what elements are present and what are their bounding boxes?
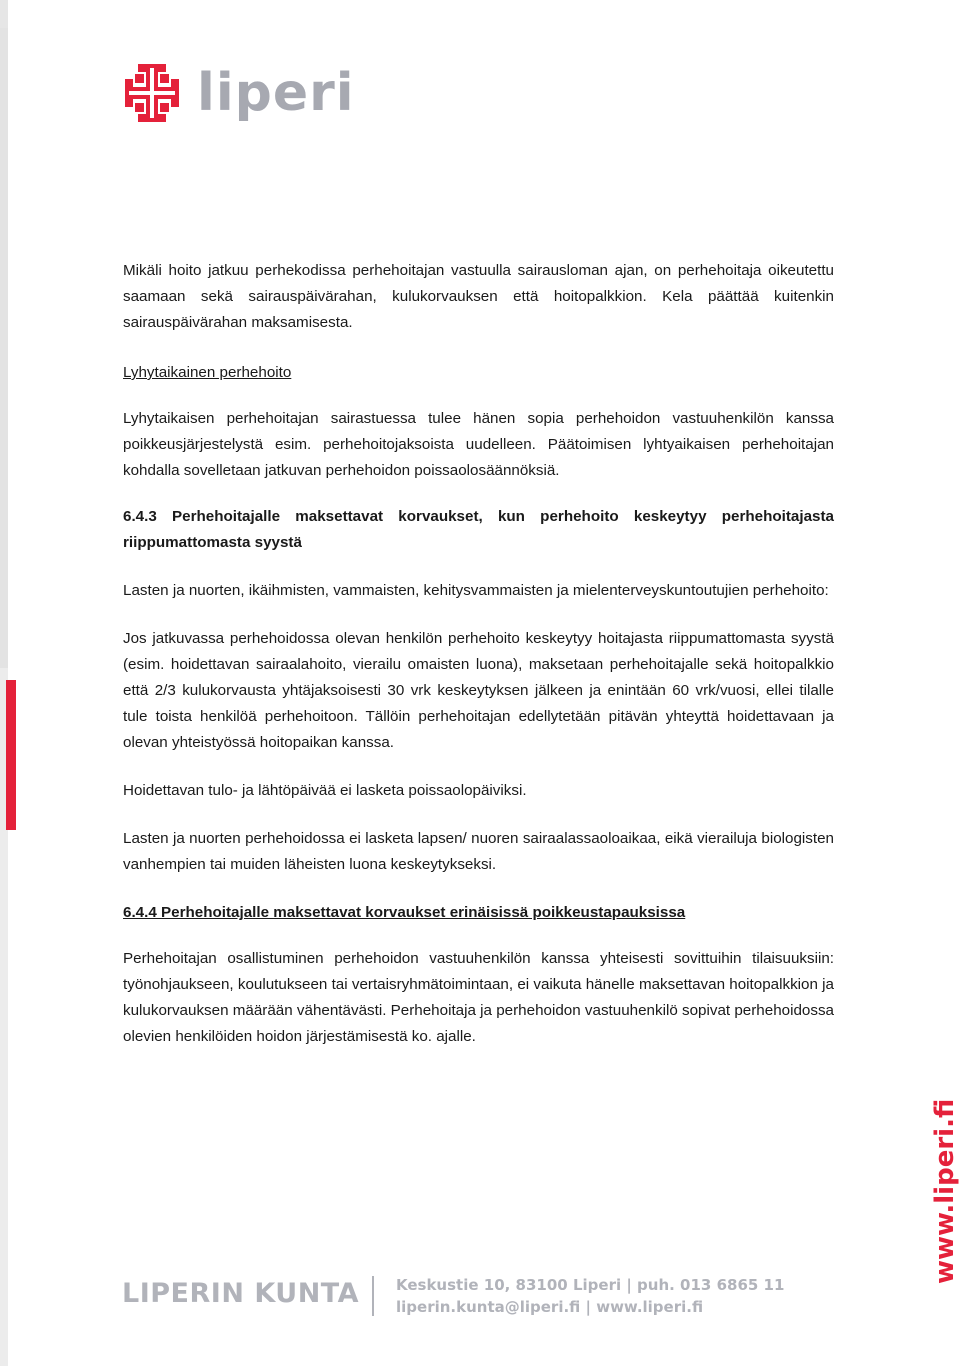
vertical-website-text: www.liperi.fi bbox=[930, 1098, 960, 1284]
top-margin-white bbox=[8, 0, 870, 28]
paragraph-exceptional-cases: Perhehoitajan osallistuminen perhehoidon vastuuhenkilön kanssa yhteisesti sovittuihin tilaisuuksiin: työnohjaukseen, koulutukseen tai vertaisryhmätoimintaan, ei vaikuta hänelle maksettavan hoitopalkkion ja kulukorvauksen määrään vähentävästi. Perhehoitaja ja perhehoidon vastuuhenkilö sopivat perhehoidossa olevien henkilöiden hoidon järjestämisestä ko. ajalle. bbox=[123, 950, 834, 1045]
heading-section-6-4-3: 6.4.3 Perhehoitajalle maksettavat korvaukset, kun perhehoito keskeytyy perhehoitajasta riippumattomasta syystä bbox=[123, 508, 834, 551]
liperi-logo bbox=[121, 60, 355, 126]
paragraph-sick-leave: Mikäli hoito jatkuu perhekodissa perhehoitajan vastuulla sairausloman ajan, on perhehoitaja oikeutettu saamaan sekä sairauspäivärahan, kulukorvauksen että hoitopalkkion. Kela päättää kuitenkin sairauspäivärahan maksamisesta. bbox=[123, 262, 834, 331]
footer-address: Keskustie 10, 83100 Liperi | puh. 013 6865 11 bbox=[396, 1276, 785, 1294]
document-body bbox=[123, 258, 834, 1050]
heading-short-term-care: Lyhytaikainen perhehoito bbox=[123, 364, 292, 381]
paragraph-arrival-departure: Hoidettavan tulo- ja lähtöpäivää ei lasketa poissaolopäiviksi. bbox=[123, 782, 527, 799]
paragraph-interruption: Jos jatkuvassa perhehoidossa olevan henkilön perhehoito keskeytyy hoitajasta riippumattomasta syystä (esim. hoidettavan sairaalahoito, vierailu omaisten luona), maksetaan perhehoitajalle sekä hoitopalkkio että 2/3 kulukorvausta yhtäjaksoisesti 30 vrk keskeytyksen jälkeen ja enintään 60 vrk/vuosi, ellei tilalle tule toista henkilöä perhehoitoon. Tällöin perhehoitajan edellytetään pitävän yhteyttä hoidettavaan ja olevan yhteistyössä hoitopaikan kanssa. bbox=[123, 630, 834, 751]
paragraph-target-groups: Lasten ja nuorten, ikäihmisten, vammaisten, kehitysvammaisten ja mielenterveyskuntoutujien perhehoito: bbox=[123, 582, 829, 599]
footer-email-web: liperin.kunta@liperi.fi | www.liperi.fi bbox=[396, 1298, 704, 1316]
heading-section-6-4-4: 6.4.4 Perhehoitajalle maksettavat korvaukset erinäisissä poikkeustapauksissa bbox=[123, 904, 686, 921]
footer-contact bbox=[396, 1274, 784, 1318]
cross-emblem-icon bbox=[121, 60, 183, 126]
paragraph-hospital-stay: Lasten ja nuorten perhehoidossa ei lasketa lapsen/ nuoren sairaalassaoloaikaa, eikä vierailuja biologisten vanhempien tai muiden läheisten luona keskeytykseksi. bbox=[123, 830, 834, 873]
left-red-accent bbox=[6, 680, 16, 830]
footer-divider bbox=[372, 1276, 374, 1316]
vertical-website bbox=[900, 1098, 960, 1284]
left-gray-bar bbox=[0, 28, 8, 668]
logo-wordmark: liperi bbox=[197, 63, 355, 123]
paragraph-short-term: Lyhytaikaisen perhehoitajan sairastuessa tulee hänen sopia perhehoidon vastuuhenkilön kanssa poikkeusjärjestelystä esim. perhehoitojaksoista uudelleen. Päätoimisen lyhtyaikaisen perhehoitajan kohdalla sovelletaan jatkuvan perhehoidon poissaolosäännöksiä. bbox=[123, 410, 834, 479]
footer-organization: LIPERIN KUNTA bbox=[122, 1278, 360, 1309]
